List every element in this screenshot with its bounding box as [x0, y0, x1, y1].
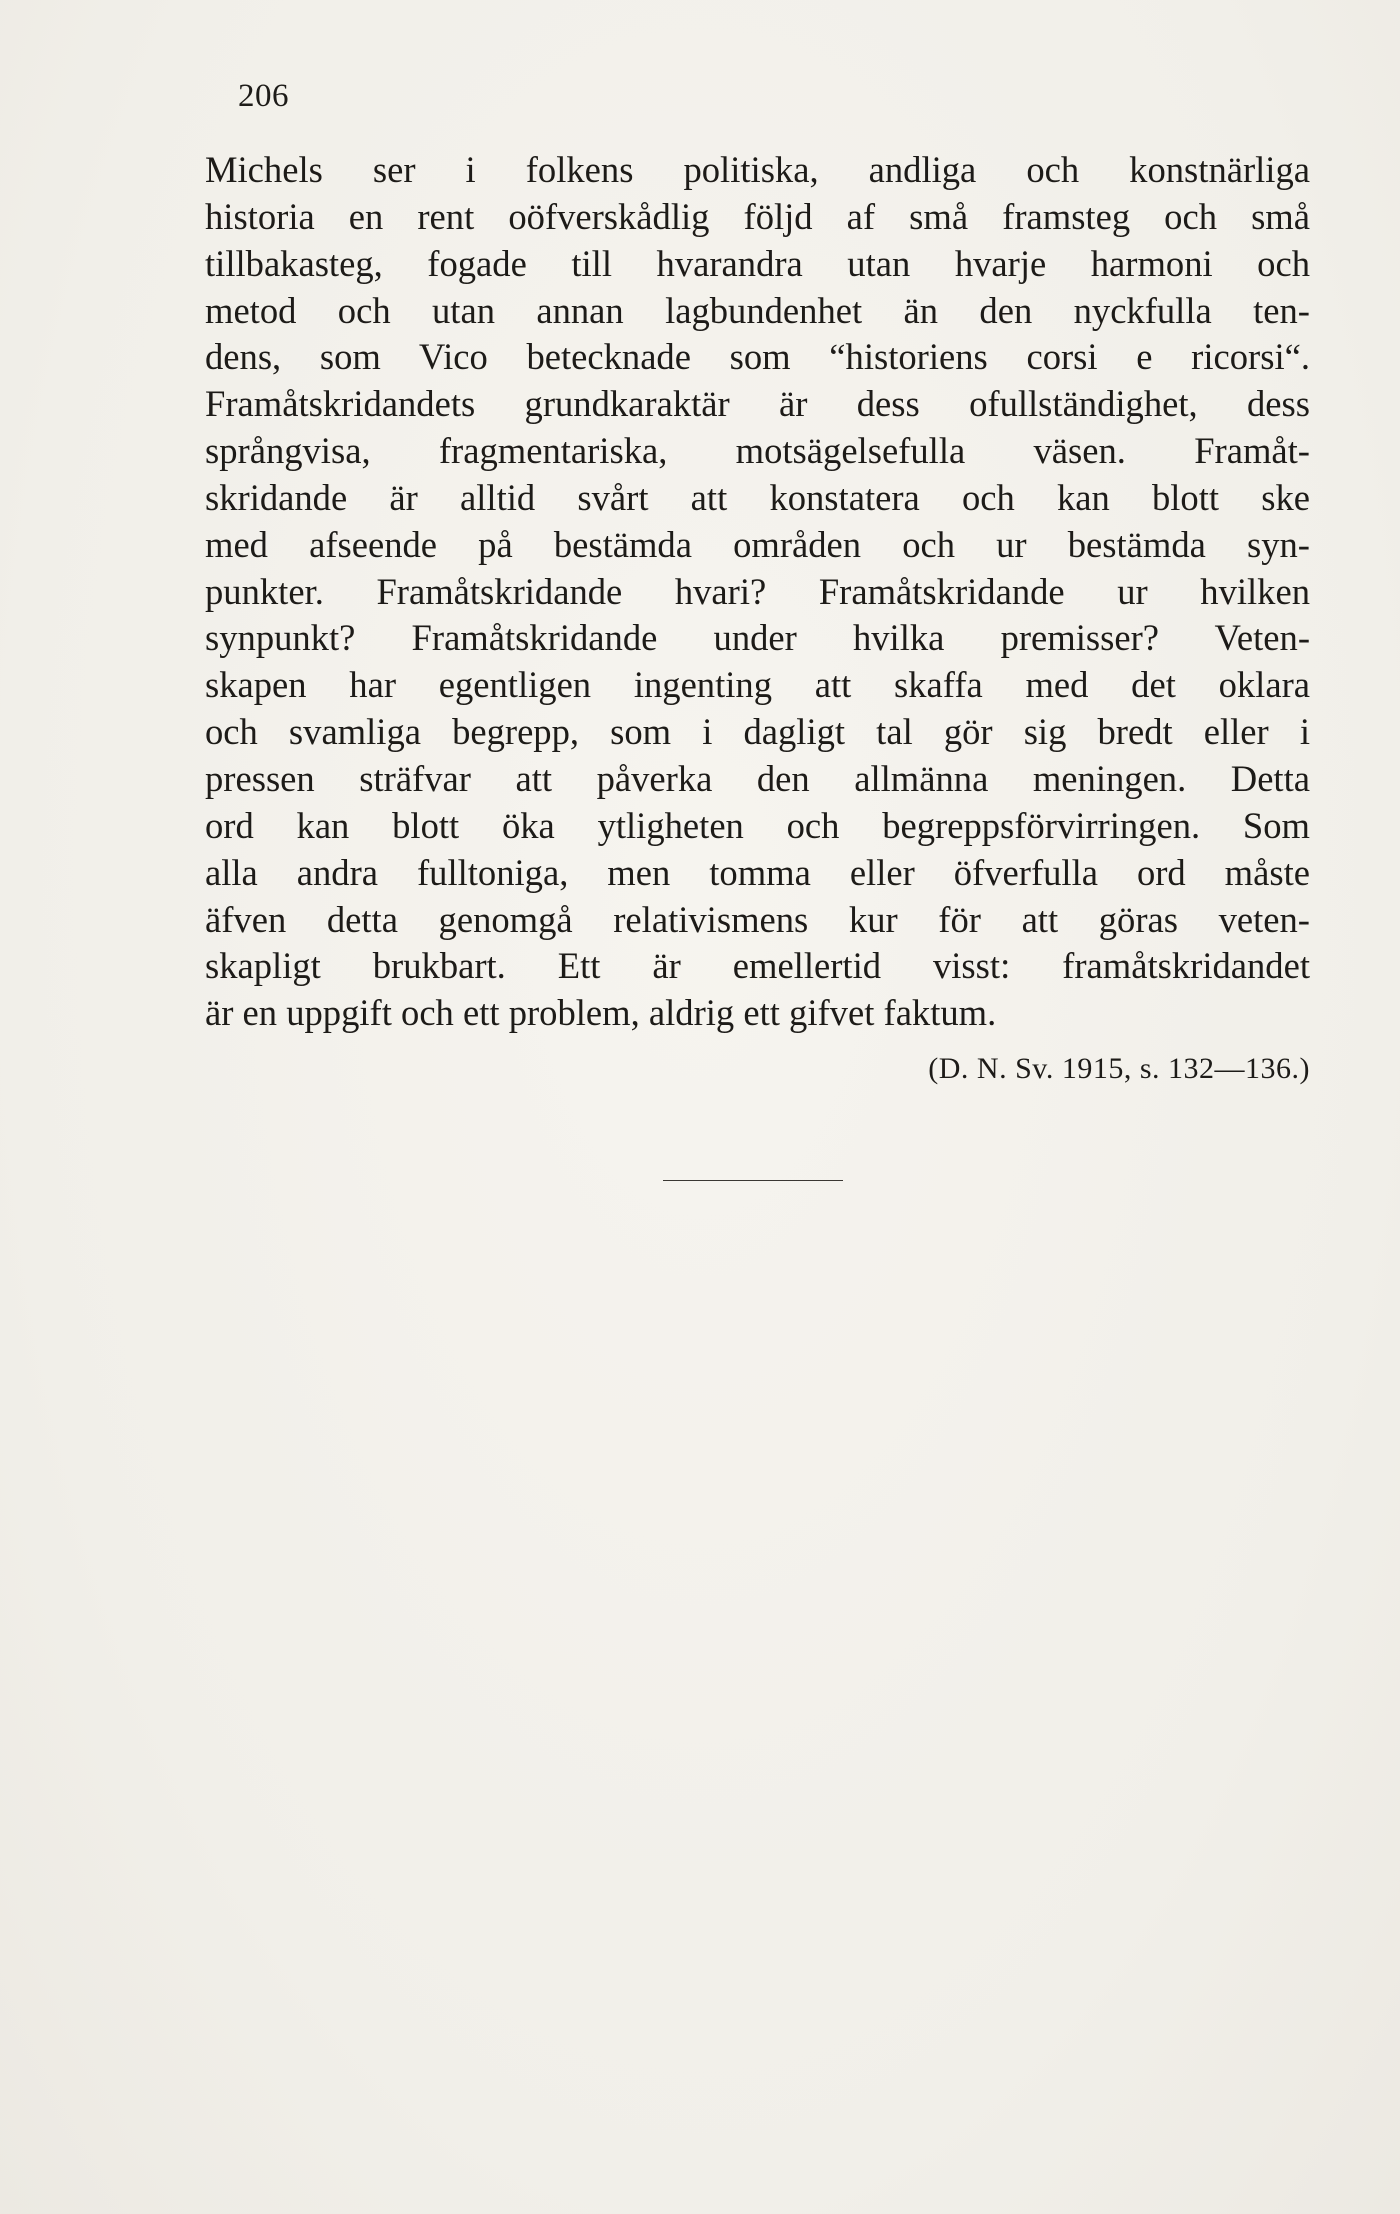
text-line: är en uppgift och ett problem, aldrig ett gifvet faktum. [205, 992, 997, 1034]
text-line: pressen sträfvar att påverka den allmänna meningen. Detta [205, 757, 1310, 799]
text-line: tillbakasteg, fogade till hvarandra utan hvarje harmoni och [205, 242, 1310, 284]
text-line: synpunkt? Framåtskridande under hvilka premisser? Veten- [205, 617, 1310, 659]
text-line: med afseende på bestämda områden och ur bestämda syn- [205, 523, 1310, 565]
text-line: äfven detta genomgå relativismens kur för att göras veten- [205, 898, 1310, 940]
text-line: dens, som Vico betecknade som “historiens corsi e ricorsi“. [205, 336, 1310, 378]
text-line: alla andra fulltoniga, men tomma eller öfverfulla ord måste [205, 851, 1310, 893]
text-line: skapen har egentligen ingenting att skaffa med det oklara [205, 664, 1310, 706]
page-number: 206 [238, 78, 289, 114]
text-line: metod och utan annan lagbundenhet än den nyckfulla ten- [205, 289, 1310, 331]
text-line: språngvisa, fragmentariska, motsägelsefulla väsen. Framåt- [205, 430, 1310, 472]
source-citation: (D. N. Sv. 1915, s. 132—136.) [928, 1052, 1310, 1085]
text-line: och svamliga begrepp, som i dagligt tal gör sig bredt eller i [205, 711, 1310, 753]
text-line: historia en rent oöfverskådlig följd af små framsteg och små [205, 195, 1310, 237]
text-line: ord kan blott öka ytligheten och begreppsförvirringen. Som [205, 804, 1310, 846]
section-divider [663, 1180, 843, 1181]
body-paragraph [205, 147, 1310, 1037]
text-line: skridande är alltid svårt att konstatera och kan blott ske [205, 476, 1310, 518]
text-line: skapligt brukbart. Ett är emellertid visst: framåtskridandet [205, 945, 1310, 987]
text-line: Framåtskridandets grundkaraktär är dess ofullständighet, dess [205, 383, 1310, 425]
text-line: punkter. Framåtskridande hvari? Framåtskridande ur hvilken [205, 570, 1310, 612]
text-line: Michels ser i folkens politiska, andliga och konstnärliga [205, 149, 1310, 190]
